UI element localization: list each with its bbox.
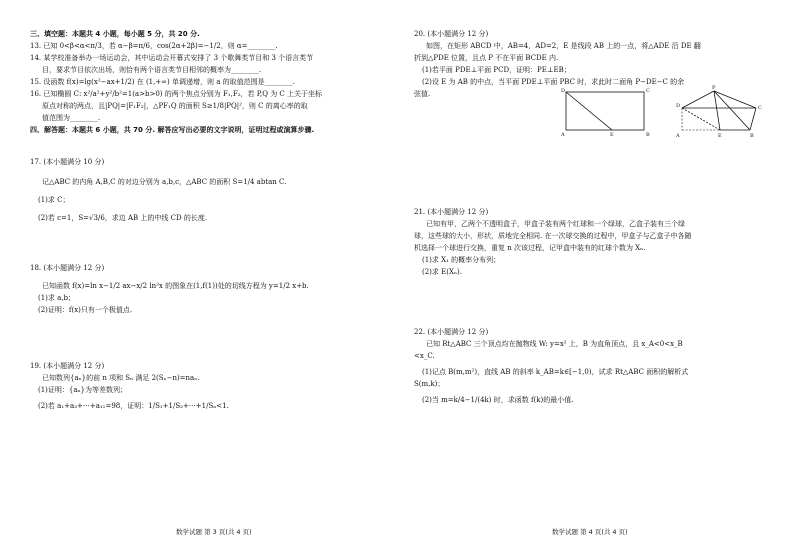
question-21-part2: (2)求 E(Xₙ). (422, 268, 462, 276)
question-19-part2: (2)若 a₁+a₃+⋯+a₁₁=98，证明：1/S₁+1/S₂+⋯+1/Sₙ<1. (38, 402, 229, 410)
page-footer-3: 数学试题 第 3 页(共 4 页) (176, 528, 252, 536)
edge-pd (682, 91, 714, 108)
label-d: D (561, 88, 566, 94)
label-b: B (646, 132, 650, 138)
question-21-line1: 已知有甲，乙两个不透明盒子，甲盒子装有两个红球和一个绿球，乙盒子装有三个绿 (426, 220, 685, 228)
edge-bc (750, 108, 756, 130)
question-17-part2: (2)若 c=1，S=√3/6，求边 AB 上的中线 CD 的长度. (38, 214, 208, 222)
fill-in-section (30, 28, 410, 136)
label-e: E (610, 132, 614, 138)
question-19-part1: (1)证明：{aₙ}为等差数列； (38, 386, 128, 394)
question-18-header: 18. (本小题满分 12 分) (30, 264, 105, 272)
question-18-part2: (2)证明：f(x)只有一个极值点. (38, 306, 133, 314)
question-17-part1: (1)求 C； (38, 196, 70, 204)
edge-pc (714, 91, 756, 108)
question-13: 13. 已知 0<β<α<π/3，若 α−β=π/6，cos(2α+2β)=−1/2，则 α=________. (30, 42, 278, 50)
segment-de (566, 92, 612, 130)
section-3-title: 三、填空题：本题共 4 小题，每小题 5 分，共 20 分. (30, 30, 200, 38)
question-19-header: 19. (本小题满分 12 分) (30, 362, 105, 370)
question-21-line3: 机选择一个球进行交换，重复 n 次该过程，记甲盒中装有的红球个数为 Xₙ. (414, 244, 646, 252)
question-22-part1-line1: (1)记点 B(m,m²)，直线 AB 的斜率 k_AB=k∈[−1,0)，试求 Rt△ABC 面积的解析式 (422, 368, 689, 376)
question-20-header: 20. (本小题满分 12 分) (414, 30, 489, 38)
question-20-part2-line2: 弦值. (414, 90, 431, 98)
question-20-line2: 折到△PDE 位置，且点 P 不在平面 BCDE 内. (414, 54, 559, 62)
question-22-part1-line2: S(m,k)； (414, 380, 445, 388)
label-b2: B (750, 133, 754, 139)
question-15: 15. 设函数 f(x)=lg(x²−ax+1/2) 在 (1,+∞) 单调递增，则 a 的取值范围是________. (30, 78, 295, 86)
label-d2: D (676, 103, 681, 109)
question-22-line1: 已知 Rt△ABC 三个顶点均在抛物线 W: y=x² 上，B 为直角顶点，且 x_A<0<x_B (426, 340, 683, 348)
label-p: P (712, 85, 716, 91)
question-22-part2: (2)当 m=k/4−1/(4k) 时，求函数 f(k)的最小值. (422, 396, 574, 404)
question-17-header: 17. (本小题满分 10 分) (30, 158, 105, 166)
rectangle-figure (560, 86, 660, 138)
question-16-line1: 16. 已知椭圆 C: x²/a²+y²/b²=1(a>b>0) 的两个焦点分别为 F₁,F₂，若 P,Q 为 C 上关于坐标 (30, 90, 323, 98)
label-c: C (646, 88, 650, 94)
question-21 (414, 206, 794, 278)
question-18 (30, 262, 410, 316)
question-22 (414, 326, 794, 406)
label-c2: C (758, 105, 762, 111)
label-e2: E (718, 133, 722, 139)
folded-pyramid-figure (676, 84, 776, 140)
question-18-part1: (1)求 a,b； (38, 294, 76, 302)
question-22-header: 22. (本小题满分 12 分) (414, 328, 489, 336)
question-14-line1: 14. 某学校准备举办一场运动会，其中运动会开幕式安排了 3 个歌舞类节目和 3 个语言类节 (30, 54, 314, 62)
question-14-line2: 目，要求节目依次出场，则恰有两个语言类节目相邻的概率为________. (42, 66, 262, 74)
section-4-title: 四、解答题：本题共 6 小题，共 70 分. 解答应写出必要的文字说明，证明过程或演算步骤. (30, 126, 315, 134)
question-19 (30, 360, 410, 412)
question-22-line2: <x_C. (414, 352, 435, 360)
dashed-de (682, 108, 720, 130)
question-17-stem: 记△ABC 的内角 A,B,C 的对边分别为 a,b,c，△ABC 的面积 S=1/4 abtan C. (42, 178, 287, 186)
question-21-line2: 球，这些球的大小，形状，质地完全相同. 在一次球交换的过程中，甲盒子与乙盒子中各随 (414, 232, 692, 240)
question-20-part2-line1: (2)设 E 为 AB 的中点，当平面 PDE⊥平面 PBC 时，求此时二面角 P−DE−C 的余 (422, 78, 685, 86)
question-20-line1: 如图，在矩形 ABCD 中，AB=4，AD=2，E 是线段 AB 上的一点，将△ADE 沿 DE 翻 (426, 42, 701, 50)
question-19-stem: 已知数列{aₙ}的前 n 项和 Sₙ 满足 2(Sₙ−n)=naₙ. (42, 374, 200, 382)
question-17 (30, 156, 410, 224)
question-21-header: 21. (本小题满分 12 分) (414, 208, 489, 216)
question-18-stem: 已知函数 f(x)=ln x−1/2 ax−x/2 ln²x 的图象在(1,f(1))处的切线方程为 y=1/2 x+b. (42, 282, 309, 290)
question-16-line2: 原点对称的两点，且|PQ|=|F₁F₂|，△PF₁Q 的面积 S≥1/8|PQ|²，则 C 的离心率的取 (42, 102, 308, 110)
question-20-part1: (1)若平面 PDE⊥平面 PCD，证明：PE⊥EB； (422, 66, 571, 74)
question-21-part1: (1)求 X₁ 的概率分布列； (422, 256, 501, 264)
right-column (414, 0, 794, 551)
label-a2: A (676, 133, 680, 139)
left-column (30, 0, 410, 551)
page-footer-4: 数学试题 第 4 页(共 4 页) (552, 528, 628, 536)
question-16-line3: 值范围为________. (42, 114, 101, 122)
label-a: A (561, 132, 565, 138)
